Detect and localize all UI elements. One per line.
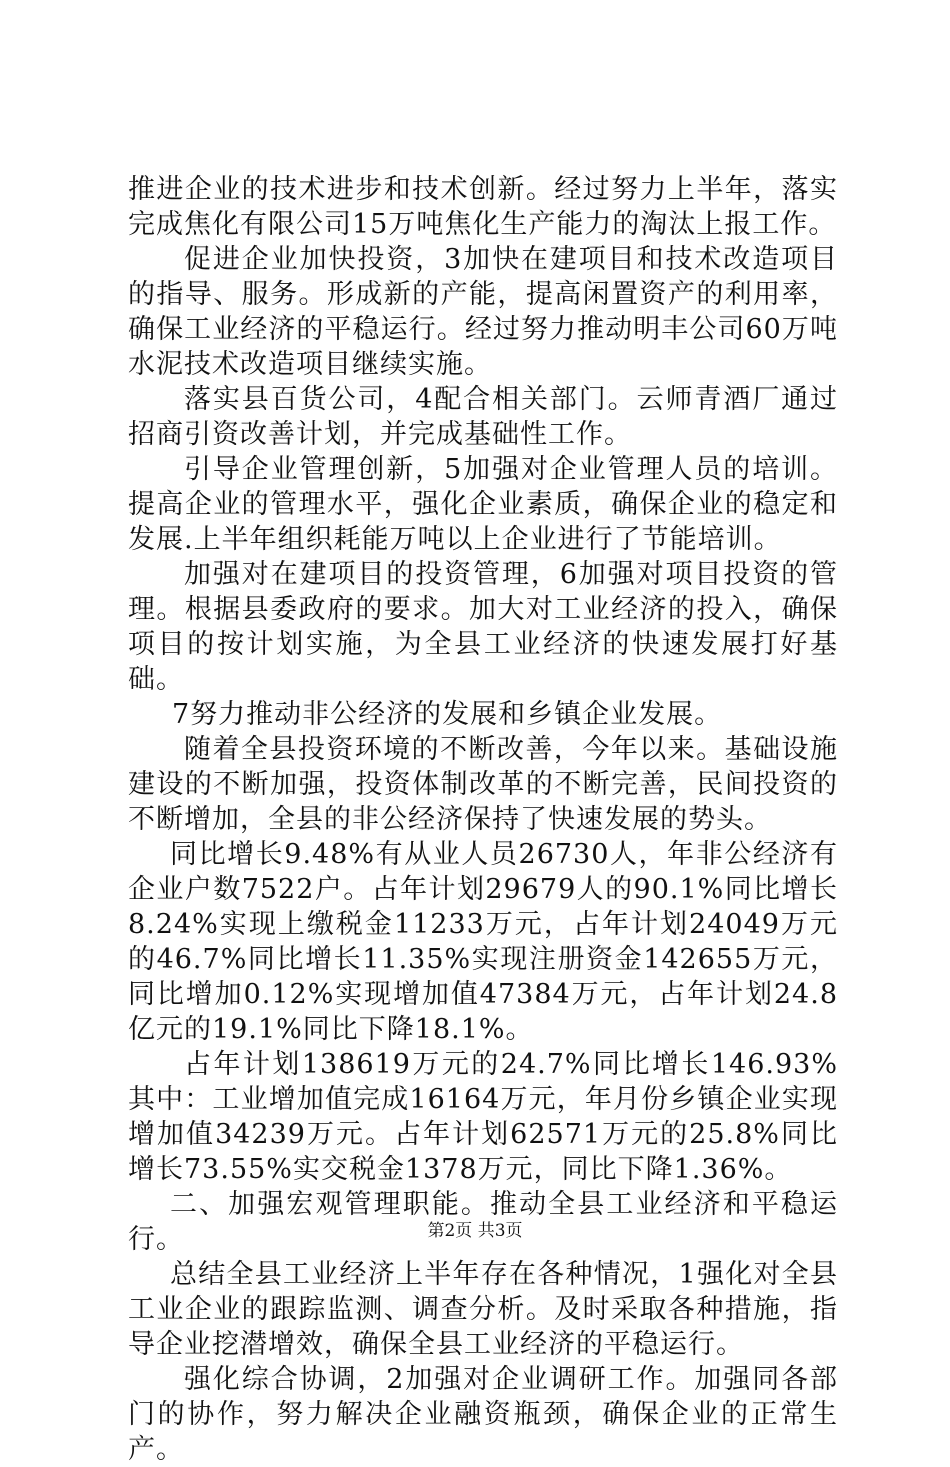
document-body — [128, 172, 838, 1467]
paragraph-6: 7努力推动非公经济的发展和乡镇企业发展。 — [172, 699, 723, 730]
page-number-footer: 第2页 共3页 — [427, 1221, 523, 1241]
paragraph-10: 二、加强宏观管理职能。推动全县工业经济和平稳运行。 — [128, 1189, 838, 1255]
paragraph-1: 推进企业的技术进步和技术创新。经过努力上半年，落实完成焦化有限公司15万吨焦化生产能力的淘汰上报工作。 — [128, 174, 838, 240]
paragraph-8: 同比增长9.48%有从业人员26730人，年非公经济有企业户数7522户。占年计划29679人的90.1%同比增长8.24%实现上缴税金11233万元，占年计划24049万元的46.7%同比增长11.35%实现注册资金142655万元，同比增加0.12%实现增加值47384万元，占年计划24.8亿元的19.1%同比下降18.1%。 — [128, 839, 838, 1045]
paragraph-2: 促进企业加快投资，3加快在建项目和技术改造项目的指导、服务。形成新的产能，提高闲置资产的利用率，确保工业经济的平稳运行。经过努力推动明丰公司60万吨水泥技术改造项目继续实施。 — [128, 244, 838, 380]
paragraph-11: 总结全县工业经济上半年存在各种情况，1强化对全县工业企业的跟踪监测、调查分析。及时采取各种措施，指导企业挖潜增效，确保全县工业经济的平稳运行。 — [128, 1259, 838, 1360]
paragraph-4: 引导企业管理创新，5加强对企业管理人员的培训。提高企业的管理水平，强化企业素质，确保企业的稳定和发展.上半年组织耗能万吨以上企业进行了节能培训。 — [128, 454, 838, 555]
paragraph-5: 加强对在建项目的投资管理，6加强对项目投资的管理。根据县委政府的要求。加大对工业经济的投入，确保项目的按计划实施，为全县工业经济的快速发展打好基础。 — [128, 559, 838, 695]
paragraph-9: 占年计划138619万元的24.7%同比增长146.93%其中：工业增加值完成16164万元，年月份乡镇企业实现增加值34239万元。占年计划62571万元的25.8%同比增长73.55%实交税金1378万元，同比下降1.36%。 — [128, 1049, 838, 1185]
paragraph-3: 落实县百货公司，4配合相关部门。云师青酒厂通过招商引资改善计划，并完成基础性工作。 — [128, 384, 838, 450]
paragraph-7: 随着全县投资环境的不断改善，今年以来。基础设施建设的不断加强，投资体制改革的不断完善，民间投资的不断增加，全县的非公经济保持了快速发展的势头。 — [128, 734, 838, 835]
paragraph-12: 强化综合协调，2加强对企业调研工作。加强同各部门的协作，努力解决企业融资瓶颈，确保企业的正常生产。 — [128, 1364, 838, 1465]
